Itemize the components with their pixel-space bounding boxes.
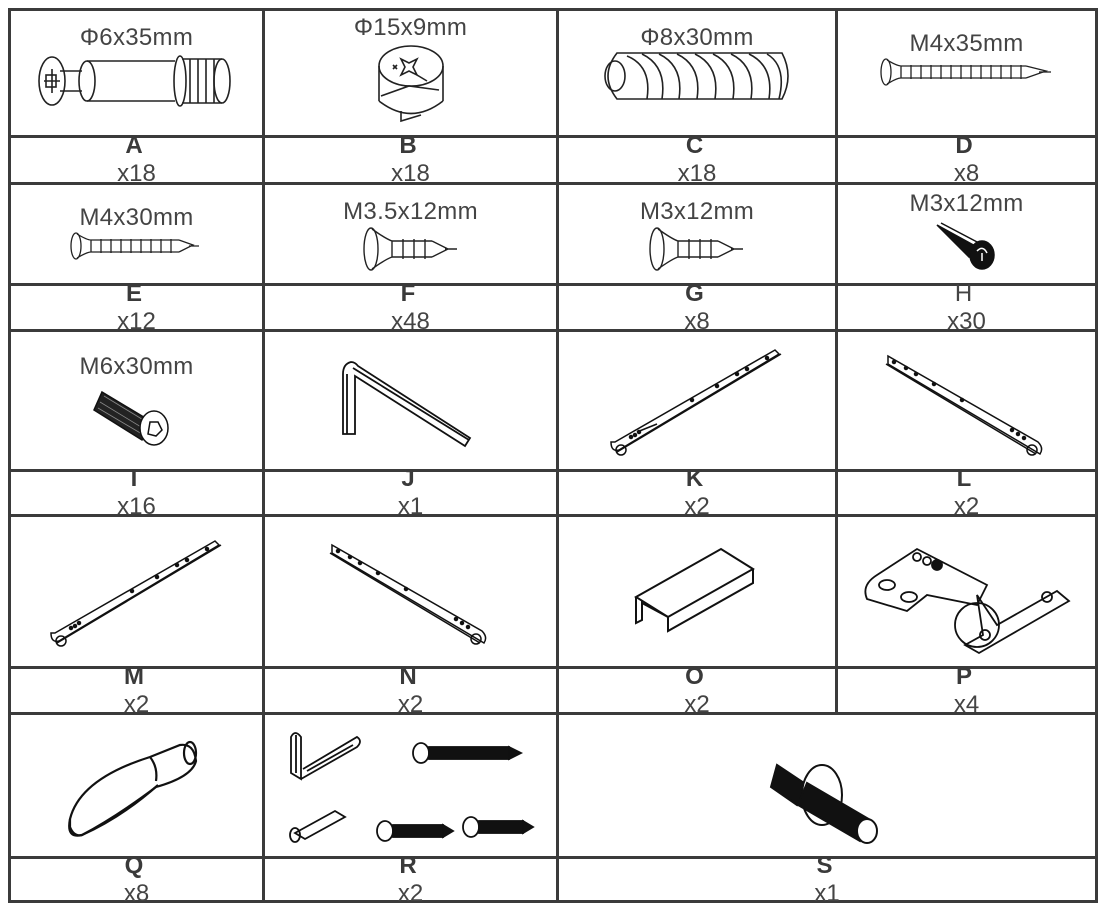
- part-h-label: H x30: [838, 286, 1095, 332]
- part-o-image-cell: [559, 517, 838, 669]
- part-k-label: K x2: [559, 472, 838, 517]
- part-m-label: M x2: [11, 669, 265, 715]
- part-i-image-cell: [11, 332, 265, 472]
- part-m-image-cell: [11, 517, 265, 669]
- part-o-label: O x2: [559, 669, 838, 715]
- long-screw-icon: [879, 57, 1054, 87]
- screw-icon: [69, 231, 204, 261]
- short-screw-icon: [647, 225, 747, 273]
- cam-lock-icon: [371, 41, 451, 126]
- part-f-label: F x48: [265, 286, 559, 332]
- part-p-image-cell: [838, 517, 1095, 669]
- wooden-dowel-icon: [597, 51, 797, 101]
- part-e-image-cell: [11, 185, 265, 286]
- part-i-label: I x16: [11, 472, 265, 517]
- part-h-size: M3x12mm: [909, 190, 1024, 217]
- hex-bolt-icon: [92, 380, 182, 450]
- black-pan-head-screw-icon: [927, 217, 1007, 272]
- part-g-image-cell: [559, 185, 838, 286]
- part-e-label: E x12: [11, 286, 265, 332]
- short-screw-icon: [361, 225, 461, 273]
- handle-profile-icon: [632, 547, 762, 637]
- part-c-label: C x18: [559, 138, 838, 185]
- hinge-icon: [857, 535, 1077, 655]
- part-i-size: M6x30mm: [79, 353, 194, 380]
- connector-bolt-icon: [767, 745, 887, 845]
- part-j-image-cell: [265, 332, 559, 472]
- allen-key-icon: [331, 354, 491, 454]
- part-r-image-cell: [265, 715, 559, 859]
- part-f-image-cell: [265, 185, 559, 286]
- part-q-image-cell: [11, 715, 265, 859]
- part-g-size: M3x12mm: [639, 198, 755, 225]
- part-a-label: A x18: [11, 138, 265, 185]
- part-r-label: R x2: [265, 859, 559, 900]
- part-l-label: L x2: [838, 472, 1095, 517]
- part-n-label: N x2: [265, 669, 559, 715]
- part-b-size: Φ15x9mm: [353, 14, 468, 41]
- part-h-image-cell: [838, 185, 1095, 286]
- part-a-size: Φ6x35mm: [79, 24, 194, 51]
- cam-bolt-icon: [32, 51, 242, 111]
- part-d-label: D x8: [838, 138, 1095, 185]
- part-j-label: J x1: [265, 472, 559, 517]
- part-d-size: M4x35mm: [909, 30, 1024, 57]
- part-s-image-cell: [559, 715, 1095, 859]
- part-n-image-cell: [265, 517, 559, 669]
- shelf-support-icon: [62, 739, 212, 839]
- part-b-image-cell: [265, 11, 559, 138]
- drawer-slide-icon: [607, 342, 787, 467]
- part-k-image-cell: [559, 332, 838, 472]
- part-f-size: M3.5x12mm: [343, 198, 478, 225]
- drawer-slide-icon: [326, 539, 496, 649]
- part-c-size: Φ8x30mm: [640, 24, 754, 51]
- parts-table: [8, 8, 1098, 907]
- part-s-label: S x1: [814, 851, 840, 907]
- part-d-image-cell: [838, 11, 1095, 138]
- part-p-label: P x4: [838, 669, 1095, 715]
- part-b-label: B x18: [265, 138, 559, 185]
- part-e-size: M4x30mm: [79, 204, 194, 231]
- drawer-slide-icon: [882, 350, 1052, 460]
- part-c-image-cell: [559, 11, 838, 138]
- drawer-slide-icon: [47, 533, 227, 658]
- part-l-image-cell: [838, 332, 1095, 472]
- part-q-label: Q x8: [11, 859, 265, 900]
- wall-anchor-kit-icon: [281, 723, 541, 853]
- part-g-label: G x8: [559, 286, 838, 332]
- part-a-image-cell: [11, 11, 265, 138]
